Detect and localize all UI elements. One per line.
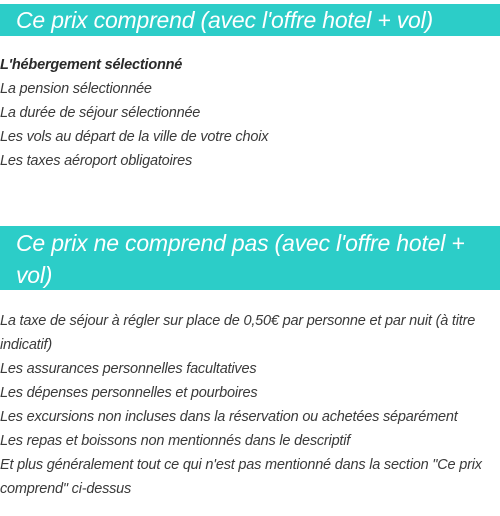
list-item: La durée de séjour sélectionnée	[0, 105, 201, 121]
included-list	[0, 53, 500, 173]
list-item: Les assurances personnelles facultatives	[0, 361, 257, 377]
list-item: Les dépenses personnelles et pourboires	[0, 385, 258, 401]
list-item: La pension sélectionnée	[0, 81, 152, 97]
list-item: Les taxes aéroport obligatoires	[0, 153, 193, 169]
excluded-section-title: Ce prix ne comprend pas (avec l'offre hotel + vol)	[0, 226, 500, 290]
excluded-list	[0, 309, 500, 501]
list-item: Les vols au départ de la ville de votre choix	[0, 129, 269, 145]
list-item: Les excursions non incluses dans la réservation ou achetées séparément	[0, 409, 458, 425]
list-item: Et plus généralement tout ce qui n'est pas mentionné dans la section "Ce prix comprend" ci-dessus	[0, 457, 482, 497]
list-item: La taxe de séjour à régler sur place de 0,50€ par personne et par nuit (à titre indicatif)	[0, 313, 476, 353]
list-item: L'hébergement sélectionné	[0, 57, 183, 73]
included-section-title: Ce prix comprend (avec l'offre hotel + vol)	[0, 4, 500, 36]
list-item: Les repas et boissons non mentionnés dans le descriptif	[0, 433, 351, 449]
